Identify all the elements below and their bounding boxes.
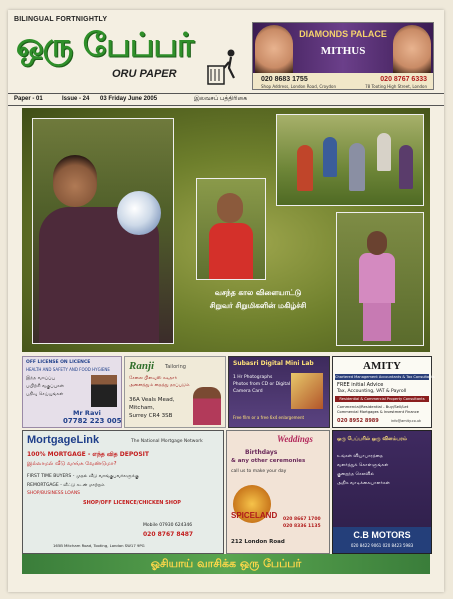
mortgage-line-1: FIRST TIME BUYERS - முதல் வீடு வாங்குபவர்களுக்கு [27, 474, 139, 479]
caption-line-1: வசந்த கால விளையாட்டு [214, 288, 302, 297]
weddings-address: 212 London Road [231, 539, 285, 545]
amity-line-3: Residential & Commercial Property Consultants [335, 396, 429, 402]
bilingual-label: BILINGUAL FORTNIGHTLY [14, 16, 108, 23]
cb-tamil-title: ஒரு பேப்பரில் ஒரு விளம்பரம் [337, 436, 407, 442]
subasri-line-3: Camera Card [233, 389, 263, 394]
cb-phones: 020 8422 9061 020 8423 5983 [350, 543, 414, 548]
amity-sub: Chartered Management Accountants & Tax Consultants [335, 375, 435, 379]
mortgage-mobile: Mobile 07930 624346 [143, 523, 193, 528]
amity-line-2: Tax, Accounting, VAT & Payroll [337, 389, 407, 394]
ad-phone-right: 020 8767 6333 [380, 76, 427, 83]
logo-english: ORU PAPER [112, 68, 177, 80]
model-photo [193, 387, 221, 425]
free-paper-note: இலவசப் பத்திரிகை [194, 96, 248, 102]
weddings-line-1: Birthdays [245, 449, 278, 456]
weddings-phone-1: 020 8667 1700 [283, 517, 321, 522]
mortgagelink-ad[interactable] [22, 430, 224, 554]
amity-line-1: FREE initial Advice [337, 382, 384, 388]
subasri-line-1: 1 Hr Photographs [233, 375, 273, 380]
licence-phone: 07782 223 005 [63, 417, 122, 425]
subasri-offer: Free film or a free 6x4 enlargement [233, 415, 305, 420]
cb-tamil-3: குறைந்த செலவில் [337, 472, 375, 477]
ad-title: DIAMONDS PALACE [299, 29, 387, 39]
weddings-line-2: & any other ceremonies [231, 458, 306, 464]
ranji-brand: Ranji [129, 360, 155, 372]
recycle-bin-icon [204, 48, 240, 86]
paper-number: Paper - 01 [14, 96, 43, 102]
mortgage-tamil: இல்லாமல் வீடு வாங்க வேண்டுமா? [27, 461, 117, 467]
issue-date: 03 Friday June 2005 [100, 96, 158, 102]
ranji-address-3: Surrey CR4 3SB [129, 413, 173, 419]
subasri-title: Subasri Digital Mini Lab [233, 360, 314, 367]
mortgage-line-3: SHOP/BUSINESS LOANS [27, 491, 81, 496]
ad-brand: MITHUS [320, 45, 366, 57]
licence-tamil-1: இந்த வாய்ப்பு [26, 376, 55, 381]
ad-address-left: Shop Address, London Road, Croydon [261, 84, 337, 89]
logo-tamil: ஒரு பேப்பர் [16, 25, 194, 64]
cover-photo-collage [22, 108, 430, 352]
ranji-tamil-1: சேலை பிளவுஸ் சுடிதார் [129, 376, 177, 381]
cb-tamil-1: உங்கள் வியாபாரத்தை [337, 454, 383, 459]
caption-line-2: சிறுவர் சிறுமிகளின் மகிழ்ச்சி [209, 301, 307, 310]
spiceland-brand: SPICELAND [231, 511, 278, 520]
photo-sample [291, 373, 323, 409]
mortgage-phone: 020 8767 8487 [143, 531, 194, 538]
mortgage-address: 165B Mitcham Road, Tooting, London SW17 9PG [53, 543, 145, 548]
children-playing-photo [276, 114, 424, 206]
girl-running-photo [336, 212, 424, 346]
subasri-line-2: Photos from CD or Digital [233, 382, 291, 387]
amity-line-5: Commercial Mortgages & Investment Finance [337, 410, 420, 414]
mortgage-offer: 100% MORTGAGE - எந்த வித DEPOSIT [27, 451, 149, 458]
mortgage-tagline: The National Mortgage Network [131, 439, 203, 444]
amity-line-4: Commercial/Residential - Buy/Sell/Let [337, 404, 409, 409]
licence-tamil-3: பதிவு செய்யுங்கள் [26, 392, 64, 397]
footer-banner [22, 554, 430, 574]
diamonds-palace-ad[interactable] [252, 22, 434, 90]
amity-web: info@amity.co.uk [391, 419, 422, 423]
boy-with-ball-photo [32, 118, 174, 344]
boy-red-shirt-photo [196, 178, 266, 280]
photo-caption [180, 286, 336, 312]
licence-contact-name: Mr Ravi [73, 409, 101, 417]
mortgage-brand: MortgageLink [27, 434, 100, 446]
spiceland-weddings-ad[interactable] [226, 430, 330, 554]
subasri-mini-lab-ad[interactable] [228, 356, 330, 428]
weddings-line-3: call us to make your day [231, 469, 287, 474]
amity-title: AMITY [363, 360, 401, 372]
cb-motors-ad[interactable] [332, 430, 432, 554]
ranji-address-2: Mitcham, [129, 405, 155, 411]
newspaper-page [8, 10, 444, 592]
cb-brand: C.B MOTORS [353, 530, 411, 540]
mortgage-line-2: REMORTGAGE - வீட்டு கடன் மாற்றம் [27, 483, 105, 488]
issue-bar [8, 93, 444, 106]
cb-tamil-4: அதிக வாடிக்கையாளர்கள் [337, 481, 390, 486]
licence-training-ad[interactable] [22, 356, 122, 428]
licence-sub: HEALTH AND SAFETY AND FOOD HYGIENE [26, 367, 110, 372]
presenter-photo [91, 375, 117, 407]
mortgage-line-4: SHOP/OFF LICENCE/CHICKEN SHOP [83, 500, 181, 506]
ranji-tailoring-ad[interactable] [124, 356, 226, 428]
ranji-address-1: 36A Veals Mead, [129, 397, 175, 403]
weddings-title: Weddings [277, 434, 313, 444]
issue-number: Issue - 24 [62, 96, 90, 102]
amity-phone: 020 8952 8989 [337, 418, 379, 424]
weddings-phone-2: 020 8336 1135 [283, 524, 321, 529]
ad-phone-left: 020 8683 1755 [261, 76, 308, 83]
ranji-sub: Tailoring [165, 364, 186, 370]
masthead [8, 10, 444, 92]
amity-accountants-ad[interactable] [332, 356, 435, 428]
footer-banner-text: ஓசியாய் வாசிக்க ஒரு பேப்பர் [150, 557, 302, 570]
ad-address-right: 78 Tooting High Street, London [365, 84, 427, 89]
ranji-tamil-2: அனைத்தும் தைத்து தரப்படும் [129, 383, 190, 388]
licence-heading: OFF LICENSE ON LICENCE [26, 360, 91, 365]
cb-tamil-2: வளர்த்துக் கொள்ளுங்கள் [337, 463, 389, 468]
licence-tamil-2: பயிற்சி வகுப்புகள் [26, 384, 64, 389]
